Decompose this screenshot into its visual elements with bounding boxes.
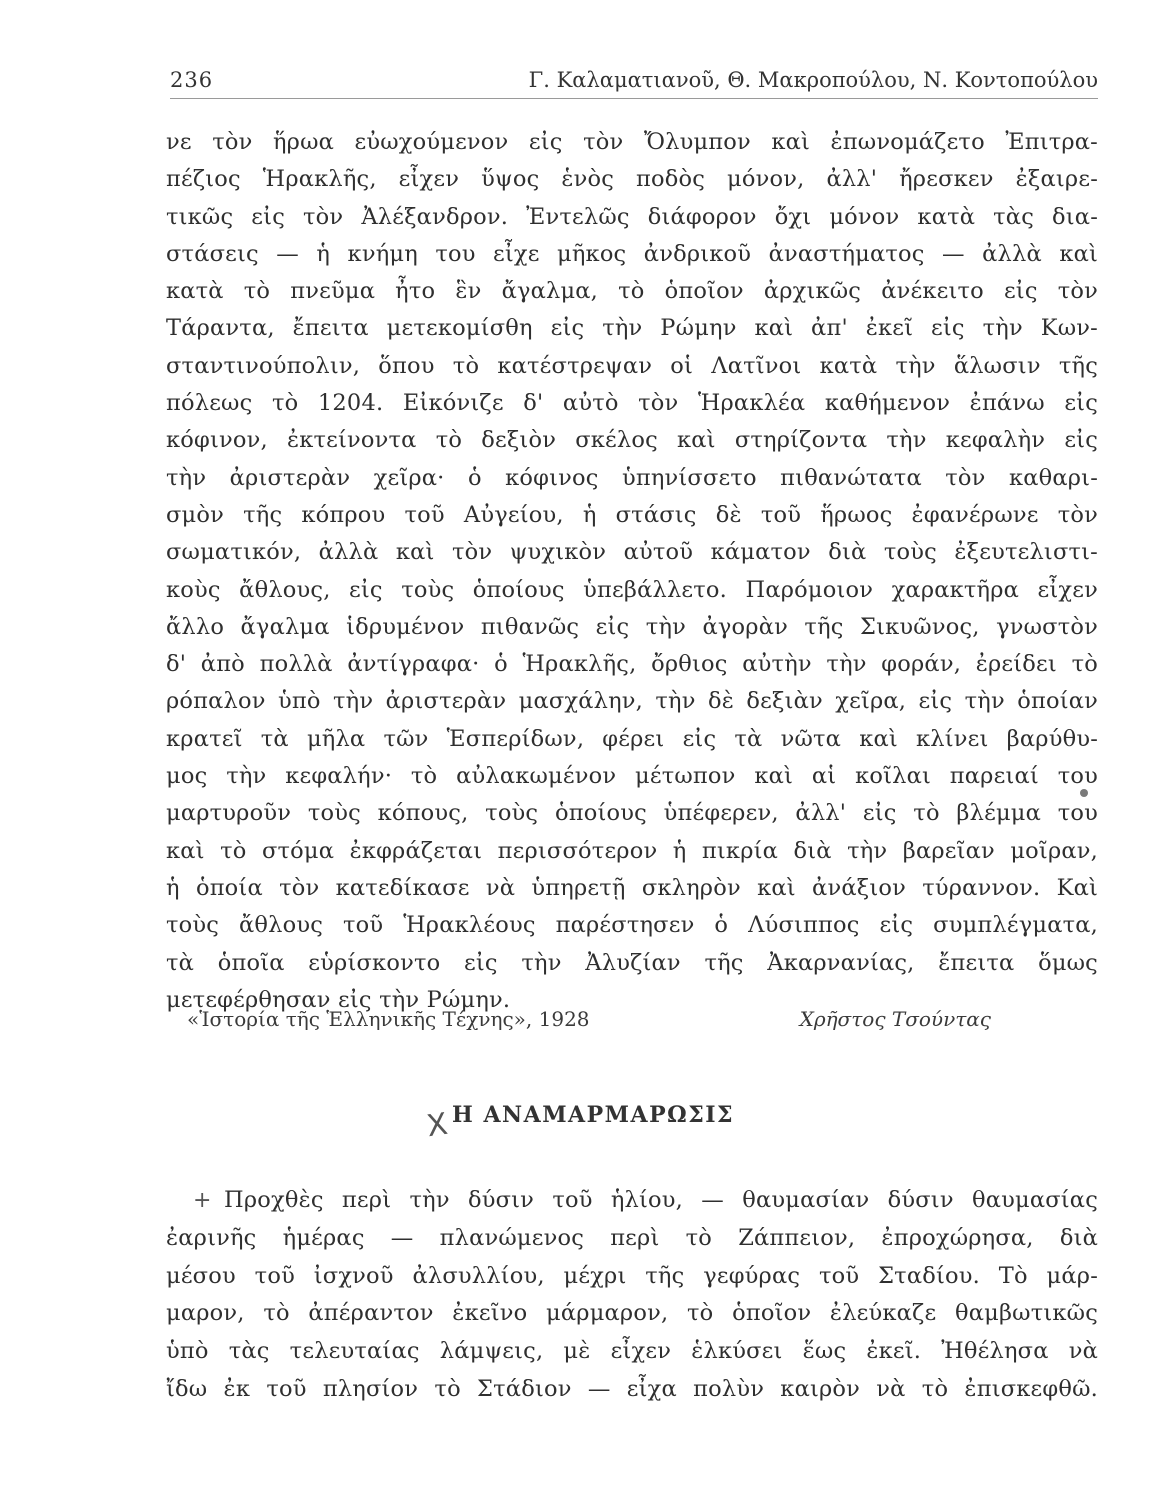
text-line: νε τὸν ἥρωα εὐωχούμενον εἰς τὸν Ὄλυμπον καὶ ἐπωνομάζετο Ἐπιτρα- bbox=[166, 129, 1098, 155]
text-line: τικῶς εἰς τὸν Ἀλέξανδρον. Ἐντελῶς διάφορον ὄχι μόνον κατὰ τὰς δια- bbox=[166, 203, 1098, 230]
text-line: ἄλλο ἄγαλμα ἱδρυμένον πιθανῶς εἰς τὴν ἀγορὰν τῆς Σικυῶνος, γνωστὸν bbox=[166, 613, 1098, 640]
page-number: 236 bbox=[170, 68, 214, 92]
paragraph-herakles-statues bbox=[166, 124, 1098, 1019]
text-line: ὑπὸ τὰς τελευταίας λάμψεις, μὲ εἶχεν ἑλκύσει ἕως ἐκεῖ. Ἠθέλησα νὰ bbox=[166, 1338, 1098, 1365]
citation bbox=[187, 1007, 991, 1037]
text-line: κόφινον, ἐκτείνοντα τὸ δεξιὸν σκέλος καὶ στηρίζοντα τὴν κεφαλὴν εἰς bbox=[166, 427, 1098, 454]
handwritten-x-mark: X bbox=[424, 1106, 450, 1145]
text-line: δ' ἀπὸ πολλὰ ἀντίγραφα· ὁ Ἡρακλῆς, ὄρθιος αὐτὴν τὴν φοράν, ἐρείδει τὸ bbox=[166, 651, 1098, 678]
text-line: μέσου τοῦ ἰσχνοῦ ἀλσυλλίου, μέχρι τῆς γεφύρας τοῦ Σταδίου. Τὸ μάρ- bbox=[166, 1262, 1098, 1289]
text-line: κρατεῖ τὰ μῆλα τῶν Ἑσπερίδων, φέρει εἰς τὰ νῶτα καὶ κλίνει βαρύθυ- bbox=[166, 725, 1098, 752]
text-line: κοὺς ἄθλους, εἰς τοὺς ὁποίους ὑπεβάλλετο. Παρόμοιον χαρακτῆρα εἶχεν bbox=[166, 576, 1098, 603]
page-header bbox=[170, 66, 1098, 99]
text-line: ἡ ὁποία τὸν κατεδίκασε νὰ ὑπηρετῇ σκληρὸν καὶ ἀνάξιον τύραννον. Καὶ bbox=[166, 874, 1098, 901]
text-line: σταντινούπολιν, ὅπου τὸ κατέστρεψαν οἱ Λατῖνοι κατὰ τὴν ἅλωσιν τῆς bbox=[166, 352, 1098, 379]
text-line: σμὸν τῆς κόπρου τοῦ Αὐγείου, ἡ στάσις δὲ τοῦ ἥρωος ἐφανέρωνε τὸν bbox=[166, 501, 1098, 528]
text-line: κατὰ τὸ πνεῦμα ἦτο ἓν ἄγαλμα, τὸ ὁποῖον ἀρχικῶς ἀνέκειτο εἰς τὸν bbox=[166, 278, 1098, 305]
handwritten-plus-mark: + bbox=[193, 1188, 212, 1213]
text-line: μος τὴν κεφαλήν· τὸ αὐλακωμένον μέτωπον καὶ αἱ κοῖλαι παρειαί του bbox=[166, 763, 1098, 790]
text-line: Προχθὲς περὶ τὴν δύσιν τοῦ ἡλίου, — θαυμασίαν δύσιν θαυμασίας bbox=[224, 1187, 1098, 1213]
text-line: μαρον, τὸ ἀπέραντον ἐκεῖνο μάρμαρον, τὸ ὁποῖον ἐλεύκαζε θαμβωτικῶς bbox=[166, 1300, 1098, 1327]
text-line: μαρτυροῦν τοὺς κόπους, τοὺς ὁποίους ὑπέφερεν, ἀλλ' εἰς τὸ βλέμμα του bbox=[166, 800, 1098, 827]
text-line: καὶ τὸ στόμα ἐκφράζεται περισσότερον ἡ πικρία διὰ τὴν βαρεῖαν μοῖραν, bbox=[166, 837, 1098, 864]
text-line: πέζιος Ἡρακλῆς, εἶχεν ὕψος ἑνὸς ποδὸς μόνον, ἀλλ' ἤρεσκεν ἐξαιρε- bbox=[166, 166, 1098, 193]
text-line: ἴδω ἐκ τοῦ πλησίον τὸ Στάδιον — εἶχα πολὺν καιρὸν νὰ τὸ ἐπισκεφθῶ. bbox=[166, 1375, 1098, 1402]
section-title: Η ΑΝΑΜΑΡΜΑΡΩΣΙΣ bbox=[452, 1102, 735, 1128]
paragraph-anamarmarosis bbox=[166, 1182, 1098, 1409]
text-line: τὰ ὁποῖα εὑρίσκοντο εἰς τὴν Ἀλυζίαν τῆς Ἀκαρνανίας, ἔπειτα ὅμως bbox=[166, 949, 1098, 976]
text-line: τοὺς ἄθλους τοῦ Ἡρακλέους παρέστησεν ὁ Λύσιππος εἰς συμπλέγματα, bbox=[166, 912, 1098, 939]
text-line: στάσεις — ἡ κνήμη του εἶχε μῆκος ἀνδρικοῦ ἀναστήματος — ἀλλὰ καὶ bbox=[166, 240, 1098, 267]
running-head: Γ. Καλαματιανοῦ, Θ. Μακροπούλου, Ν. Κοντοπούλου bbox=[528, 68, 1098, 92]
citation-author: Χρῆστος Τσούντας bbox=[799, 1007, 991, 1031]
text-line: μετεφέρθησαν εἰς τὴν Ρώμην. bbox=[166, 986, 511, 1013]
text-line: Τάραντα, ἔπειτα μετεκομίσθη εἰς τὴν Ρώμην καὶ ἀπ' ἐκεῖ εἰς τὴν Κων- bbox=[166, 315, 1098, 342]
citation-source: «Ἱστορία τῆς Ἑλληνικῆς Τέχνης», 1928 bbox=[187, 1007, 590, 1031]
text-line: ἐαρινῆς ἡμέρας — πλανώμενος περὶ τὸ Ζάππειον, ἐπροχώρησα, διὰ bbox=[166, 1224, 1098, 1251]
text-line: ρόπαλον ὑπὸ τὴν ἀριστερὰν μασχάλην, τὴν δὲ δεξιὰν χεῖρα, εἰς τὴν ὁποίαν bbox=[166, 688, 1098, 715]
text-line: πόλεως τὸ 1204. Εἰκόνιζε δ' αὐτὸ τὸν Ἡρακλέα καθήμενον ἐπάνω εἰς bbox=[166, 390, 1098, 417]
text-line: τὴν ἀριστερὰν χεῖρα· ὁ κόφινος ὑπηνίσσετο πιθανώτατα τὸν καθαρι- bbox=[166, 464, 1098, 491]
text-line: σωματικόν, ἀλλὰ καὶ τὸν ψυχικὸν αὐτοῦ κάματον διὰ τοὺς ἐξευτελιστι- bbox=[166, 539, 1098, 566]
ink-dot bbox=[1080, 789, 1088, 797]
